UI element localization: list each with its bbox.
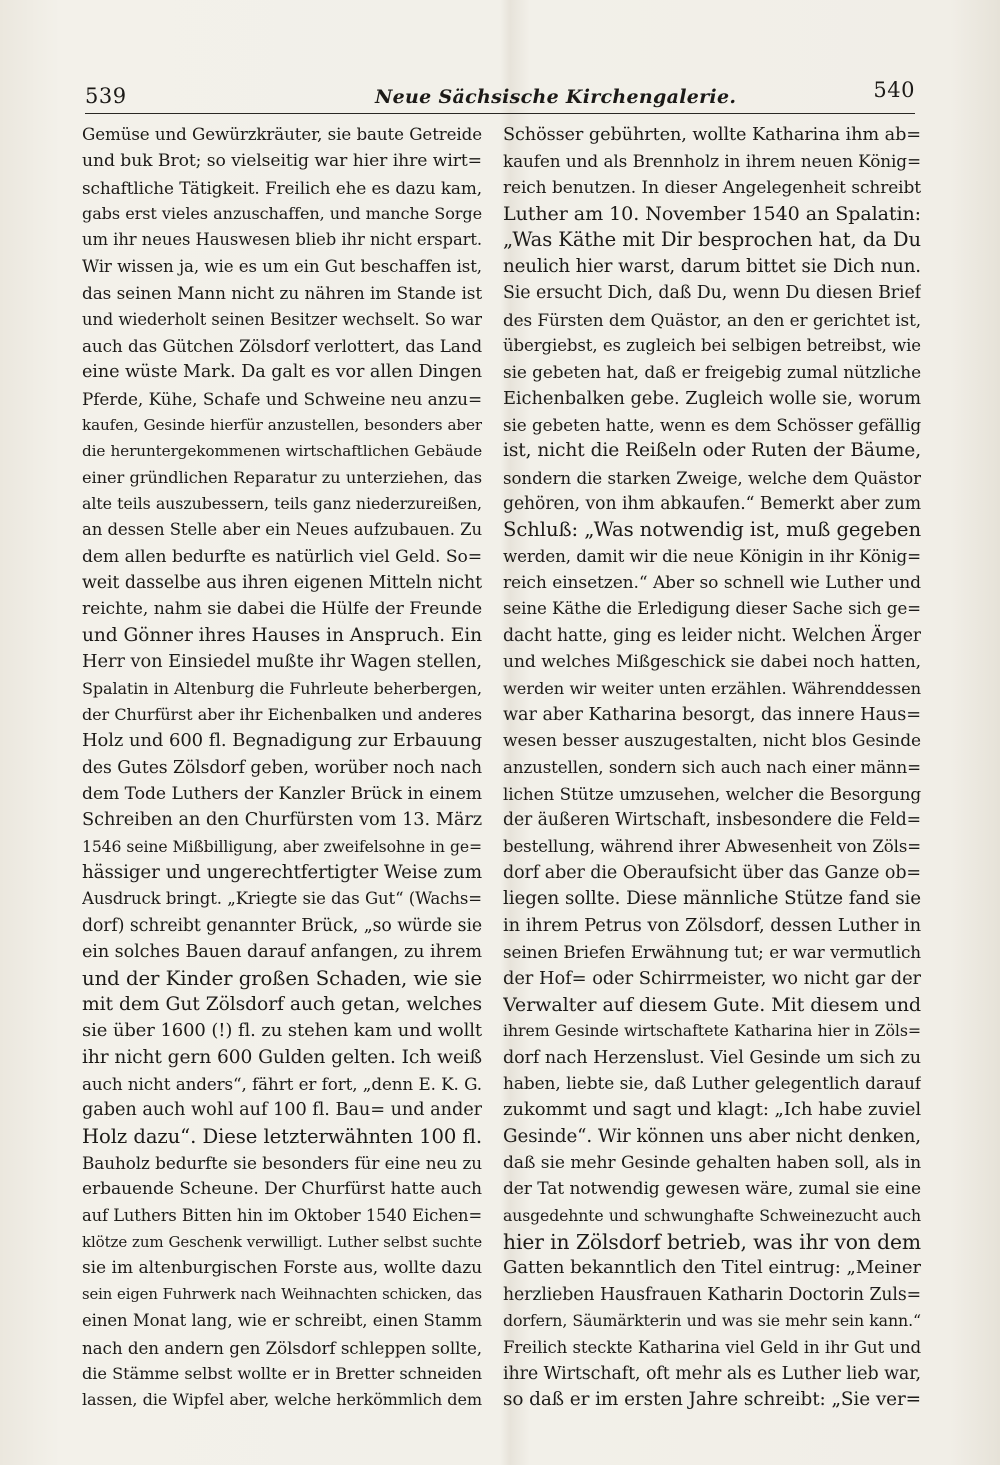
- text-line: schaftliche Tätigkeit. Freilich ehe es dazu kam,: [82, 177, 482, 198]
- text-line: Spalatin in Altenburg die Fuhrleute beherbergen,: [82, 678, 482, 698]
- text-line: ist, nicht die Reißeln oder Ruten der Bäume,: [503, 440, 921, 462]
- text-line: Schösser gebührten, wollte Katharina ihm ab=: [503, 125, 921, 145]
- text-line: Ausdruck bringt. „Kriegte sie das Gut“ (Wachs=: [82, 889, 482, 909]
- text-line: neulich hier warst, darum bittet sie Dich nun.: [503, 255, 921, 277]
- text-line: erbauende Scheune. Der Churfürst hatte auch: [82, 1179, 482, 1200]
- text-line: zukommt und sagt und klagt: „Ich habe zuviel: [503, 1099, 921, 1121]
- text-line: dem allen bedurfte es natürlich viel Geld. So=: [82, 546, 482, 567]
- text-line: sein eigen Fuhrwerk nach Weihnachten schicken, das: [82, 1285, 482, 1303]
- text-line: Herr von Einsiedel mußte ihr Wagen stellen,: [82, 651, 482, 673]
- text-line: dorf aber die Oberaufsicht über das Ganze ob=: [503, 863, 921, 884]
- text-line: seine Käthe die Erledigung dieser Sache sich ge=: [503, 599, 921, 619]
- text-line: des Fürsten dem Quästor, an den er gerichtet ist,: [503, 309, 921, 330]
- text-line: lassen, die Wipfel aber, welche herkömmlich dem: [82, 1390, 482, 1410]
- text-line: so daß er im ersten Jahre schreibt: „Sie ver=: [503, 1389, 921, 1411]
- text-line: Holz dazu“. Diese letzterwähnten 100 fl.: [82, 1124, 482, 1148]
- text-line: alte teils auszubessern, teils ganz niederzureißen,: [82, 494, 482, 514]
- text-line: hässiger und ungerechtfertigter Weise zum: [82, 862, 482, 884]
- text-line: reichte, nahm sie dabei die Hülfe der Freunde: [82, 599, 482, 620]
- text-line: und buk Brot; so vielseitig war hier ihre wirt=: [82, 151, 482, 172]
- text-line: werden wir weiter unten erzählen. Währenddessen: [503, 678, 921, 698]
- text-line: liegen sollte. Diese männliche Stütze fand sie: [503, 888, 921, 910]
- text-line: die heruntergekommenen wirtschaftlichen Gebäude: [82, 442, 482, 461]
- text-line: gabs erst vieles anzuschaffen, und manche Sorge: [82, 204, 482, 224]
- text-line: um ihr neues Hauswesen blieb ihr nicht erspart.: [82, 230, 482, 250]
- text-line: der Tat notwendig gewesen wäre, zumal sie eine: [503, 1179, 921, 1200]
- running-title: Neue Sächsische Kirchengalerie.: [375, 86, 737, 108]
- left-text-column: [82, 122, 482, 1414]
- text-line: Holz und 600 fl. Begnadigung zur Erbauung: [82, 730, 482, 752]
- page-header: [85, 80, 915, 116]
- text-line: Schluß: „Was notwendig ist, muß gegeben: [503, 518, 921, 542]
- text-line: ihrem Gesinde wirtschaftete Katharina hier in Zöls=: [503, 1021, 921, 1041]
- text-line: kaufen, Gesinde hierfür anzustellen, besonders aber: [82, 415, 482, 434]
- text-line: Sie ersucht Dich, daß Du, wenn Du diesen Brief: [503, 283, 921, 304]
- text-line: bestellung, während ihrer Abwesenheit von Zöls=: [503, 836, 921, 856]
- text-line: der Hof= oder Schirrmeister, wo nicht gar der: [503, 967, 921, 989]
- text-line: der äußeren Wirtschaft, insbesondere die Feld=: [503, 810, 921, 831]
- text-line: war aber Katharina besorgt, das innere Haus=: [503, 704, 921, 725]
- text-line: und wiederholt seinen Besitzer wechselt. So war: [82, 309, 482, 329]
- text-line: die Stämme selbst wollte er in Bretter schneiden: [82, 1363, 482, 1383]
- text-line: hier in Zölsdorf betrieb, was ihr von dem: [503, 1230, 921, 1255]
- text-line: Schreiben an den Churfürsten vom 13. März: [82, 809, 482, 831]
- text-line: werden, damit wir die neue Königin in ihr König=: [503, 546, 921, 566]
- text-line: sie gebeten hatte, wenn es dem Schösser gefällig: [503, 414, 921, 435]
- header-rule: [85, 113, 915, 114]
- text-line: Freilich steckte Katharina viel Geld in ihr Gut und: [503, 1337, 921, 1357]
- text-line: kaufen und als Brennholz in ihrem neuen König=: [503, 151, 921, 172]
- text-line: sie gebeten hat, daß er freigebig zumal nützliche: [503, 362, 921, 383]
- right-text-column: [503, 122, 921, 1414]
- text-line: auf Luthers Bitten hin im Oktober 1540 Eichen=: [82, 1205, 482, 1225]
- text-line: sie im altenburgischen Forste aus, wollte dazu: [82, 1258, 482, 1279]
- text-line: Wir wissen ja, wie es um ein Gut beschaffen ist,: [82, 256, 482, 276]
- text-line: haben, liebte sie, daß Luther gelegentlich darauf: [503, 1073, 921, 1094]
- text-line: lichen Stütze umzusehen, welcher die Besorgung: [503, 783, 921, 804]
- text-line: Bauholz bedurfte sie besonders für eine neu zu: [82, 1153, 482, 1174]
- text-line: Luther am 10. November 1540 an Spalatin:: [503, 202, 921, 226]
- text-line: anzustellen, sondern sich auch nach einer männ=: [503, 757, 921, 777]
- text-line: „Was Käthe mit Dir besprochen hat, da Du: [503, 228, 921, 252]
- text-line: ihr nicht gern 600 Gulden gelten. Ich weiß: [82, 1046, 482, 1068]
- text-line: und Gönner ihres Hauses in Anspruch. Ein: [82, 624, 482, 646]
- text-line: das seinen Mann nicht zu nähren im Stande ist: [82, 283, 482, 304]
- page-number-left: 539: [85, 84, 127, 108]
- text-line: dorf nach Herzenslust. Viel Gesinde um sich zu: [503, 1047, 921, 1068]
- text-line: auch das Gütchen Zölsdorf verlottert, das Land: [82, 335, 482, 356]
- text-line: ihre Wirtschaft, oft mehr als es Luther lieb war,: [503, 1363, 921, 1384]
- text-line: auch nicht anders“, fährt er fort, „denn E. K. G.: [82, 1073, 482, 1094]
- text-line: eine wüste Mark. Da galt es vor allen Dingen: [82, 362, 482, 383]
- text-line: klötze zum Geschenk verwilligt. Luther selbst suchte: [82, 1233, 482, 1252]
- text-line: gehören, von ihm abkaufen.“ Bemerkt aber zum: [503, 494, 921, 515]
- text-line: der Churfürst aber ihr Eichenbalken und anderes: [82, 704, 482, 724]
- text-line: und der Kinder großen Schaden, wie sie: [82, 966, 482, 990]
- text-line: Pferde, Kühe, Schafe und Schweine neu anzu=: [82, 388, 482, 409]
- text-line: Gesinde“. Wir können uns aber nicht denken,: [503, 1125, 921, 1147]
- text-line: einen Monat lang, wie er schreibt, einen Stamm: [82, 1311, 482, 1331]
- text-line: wesen besser auszugestalten, nicht blos Gesinde: [503, 731, 921, 752]
- text-line: seinen Briefen Erwähnung tut; er war vermutlich: [503, 942, 921, 963]
- text-line: Verwalter auf diesem Gute. Mit diesem und: [503, 992, 921, 1016]
- text-line: des Gutes Zölsdorf geben, worüber noch nach: [82, 757, 482, 778]
- text-line: dorf) schreibt genannter Brück, „so würde sie: [82, 915, 482, 936]
- text-line: nach den andern gen Zölsdorf schleppen sollte,: [82, 1337, 482, 1358]
- text-line: dorfern, Säumärkterin und was sie mehr sein kann.“: [503, 1311, 921, 1331]
- text-line: in ihrem Petrus von Zölsdorf, dessen Luther in: [503, 914, 921, 936]
- text-line: und welches Mißgeschick sie dabei noch hatten,: [503, 652, 921, 673]
- text-line: sondern die starken Zweige, welche dem Quästor: [503, 467, 921, 488]
- text-line: dacht hatte, ging es leider nicht. Welchen Ärger: [503, 625, 921, 646]
- text-line: an dessen Stelle aber ein Neues aufzubauen. Zu: [82, 520, 482, 540]
- text-line: Gatten bekanntlich den Titel eintrug: „Meiner: [503, 1257, 921, 1279]
- page-number-right: 540: [873, 78, 915, 102]
- text-line: reich benutzen. In dieser Angelegenheit schreibt: [503, 177, 921, 198]
- text-line: sie über 1600 (!) fl. zu stehen kam und wollt: [82, 1020, 482, 1042]
- text-line: übergiebst, es zugleich bei selbigen betreibst, wie: [503, 335, 921, 355]
- text-line: Gemüse und Gewürzkräuter, sie baute Getreide: [82, 125, 482, 144]
- text-line: weit dasselbe aus ihren eigenen Mitteln nicht: [82, 573, 482, 594]
- text-line: mit dem Gut Zölsdorf auch getan, welches: [82, 993, 482, 1015]
- text-line: dem Tode Luthers der Kanzler Brück in einem: [82, 783, 482, 804]
- text-line: reich einsetzen.“ Aber so schnell wie Luther und: [503, 573, 921, 594]
- text-line: einer gründlichen Reparatur zu unterziehen, das: [82, 467, 482, 487]
- text-line: ein solches Bauen darauf anfangen, zu ihrem: [82, 942, 482, 963]
- text-line: 1546 seine Mißbilligung, aber zweifelsohne in ge=: [82, 836, 482, 856]
- text-line: daß sie mehr Gesinde gehalten haben soll, als in: [503, 1153, 921, 1174]
- text-line: gaben auch wohl auf 100 fl. Bau= und ander: [82, 1100, 482, 1121]
- text-line: herzlieben Hausfrauen Katharin Doctorin Zuls=: [503, 1284, 921, 1305]
- text-line: Eichenbalken gebe. Zugleich wolle sie, worum: [503, 387, 921, 409]
- text-line: ausgedehnte und schwunghafte Schweinezucht auch: [503, 1205, 921, 1225]
